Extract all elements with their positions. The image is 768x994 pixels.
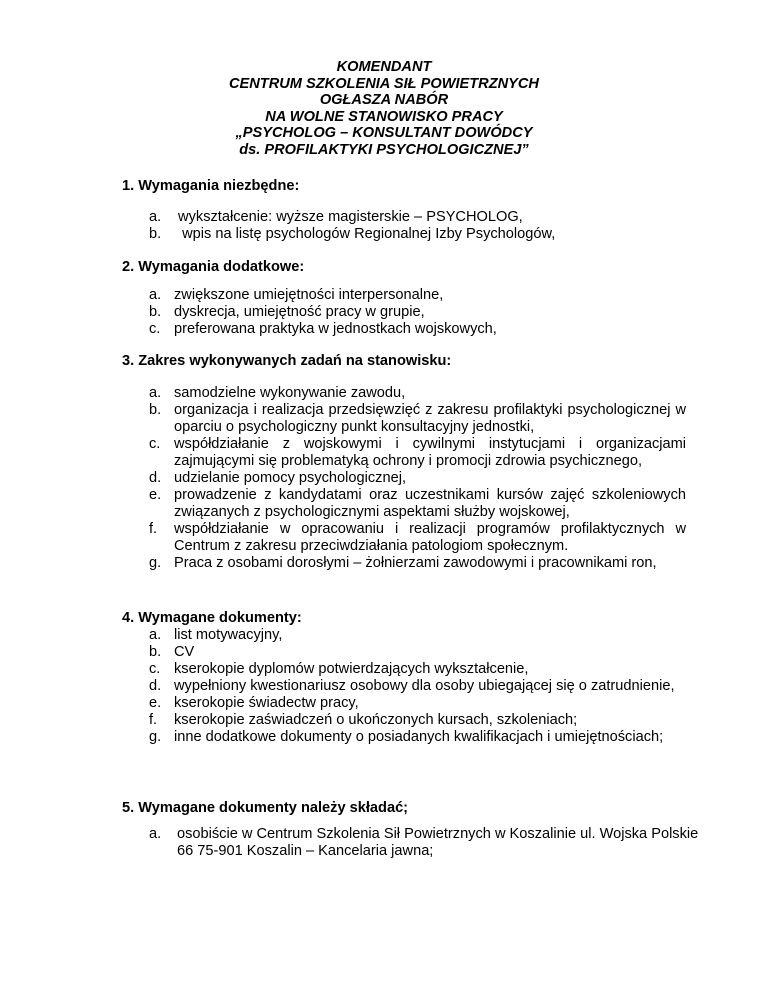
list-text: współdziałanie z wojskowymi i cywilnymi instytucjami i organizacjami zajmującymi się problematyką ochrony i promocji zdrowia psychicznego, [174,436,686,469]
list-text: samodzielne wykonywanie zawodu, [174,385,406,401]
list-marker: d. [149,470,162,486]
list-marker: a. [149,287,162,303]
list-item [149,436,686,470]
list-text: list motywacyjny, [174,627,283,643]
list-item [149,487,686,521]
list-marker: a. [149,627,162,643]
list-marker: c. [149,661,161,677]
list-text: wypełniony kwestionariusz osobowy dla osoby ubiegającej się o zatrudnienie, [174,678,675,694]
header-line-specialty: ds. PROFILAKTYKI PSYCHOLOGICZNEJ” [239,141,529,158]
section-list-duties [149,385,686,572]
section-list-required [149,209,689,243]
list-item [149,304,689,321]
list-marker: d. [149,678,162,694]
header-line-commander: KOMENDANT [336,59,432,75]
list-text: CV [174,644,195,660]
list-marker: c. [149,436,161,452]
list-marker: b. [149,304,162,320]
list-text: kserokopie świadectw pracy, [174,695,359,711]
list-marker: a. [149,385,162,401]
section-title-duties: 3. Zakres wykonywanych zadań na stanowisku: [122,353,452,369]
list-item [149,644,686,661]
list-item [149,729,686,746]
section-title-submission: 5. Wymagane dokumenty należy składać; [122,800,409,816]
list-text: kserokopie zaświadczeń o ukończonych kursach, szkoleniach; [174,712,578,728]
section-list-documents [149,627,686,746]
list-marker: g. [149,555,162,571]
list-marker: a. [149,209,162,225]
list-text: organizacja i realizacja przedsięwzięć z zakresu profilaktyki psychologicznej w oparciu o psychologiczny punkt konsultacyjny jednostki, [174,402,686,435]
list-marker: c. [149,321,161,337]
list-item [149,661,686,678]
list-item [149,209,689,226]
header-line-vacancy: NA WOLNE STANOWISKO PRACY [265,108,503,125]
list-text: dyskrecja, umiejętność pracy w grupie, [174,304,425,320]
announcement-header [0,59,768,158]
list-marker: a. [149,826,162,842]
list-item [149,555,686,572]
list-text: preferowana praktyka w jednostkach wojskowych, [174,321,497,337]
list-marker: f. [149,712,158,728]
list-text: prowadzenie z kandydatami oraz uczestnikami kursów zajęć szkoleniowych związanych z psychologicznymi aspektami służby wojskowej, [174,487,686,520]
list-item [149,402,686,436]
list-item [149,226,689,243]
header-line-position: „PSYCHOLOG – KONSULTANT DOWÓDCY [235,125,533,141]
list-marker: b. [149,402,162,418]
list-item [149,321,689,338]
list-item [149,287,689,304]
list-text: zwiększone umiejętności interpersonalne, [174,287,444,303]
list-text: osobiście w Centrum Szkolenia Sił Powietrznych w Koszalinie ul. Wojska Polskie 66 75-901 Koszalin – Kancelaria jawna; [177,826,699,859]
section-title-documents: 4. Wymagane dokumenty: [122,610,302,626]
list-item [149,470,686,487]
list-item [149,826,709,860]
list-text: współdziałanie w opracowaniu i realizacji programów profilaktycznych w Centrum z zakresu przeciwdziałania patologiom społecznym. [174,521,686,554]
list-text: Praca z osobami dorosłymi – żołnierzami zawodowymi i pracownikami ron, [174,555,657,571]
section-list-submission [149,826,709,860]
list-item [149,695,686,712]
list-text: udzielanie pomocy psychologicznej, [174,470,407,486]
header-line-center: CENTRUM SZKOLENIA SIŁ POWIETRZNYCH [229,75,539,92]
list-text: inne dodatkowe dokumenty o posiadanych kwalifikacjach i umiejętnościach; [174,729,664,745]
section-title-additional: 2. Wymagania dodatkowe: [122,259,305,275]
list-item [149,627,686,644]
list-marker: e. [149,695,162,711]
list-marker: b. [149,644,162,660]
list-text: kserokopie dyplomów potwierdzających wykształcenie, [174,661,529,677]
list-item [149,678,686,695]
header-line-announces: OGŁASZA NABÓR [319,92,449,108]
list-item [149,712,686,729]
list-marker: b. [149,226,162,242]
list-marker: e. [149,487,162,503]
section-list-additional [149,287,689,338]
list-text: wpis na listę psychologów Regionalnej Izby Psychologów, [174,226,556,242]
list-marker: g. [149,729,162,745]
list-item [149,385,686,402]
list-text: wykształcenie: wyższe magisterskie – PSYCHOLOG, [174,209,523,225]
list-item [149,521,686,555]
section-title-required: 1. Wymagania niezbędne: [122,178,300,194]
list-marker: f. [149,521,158,537]
